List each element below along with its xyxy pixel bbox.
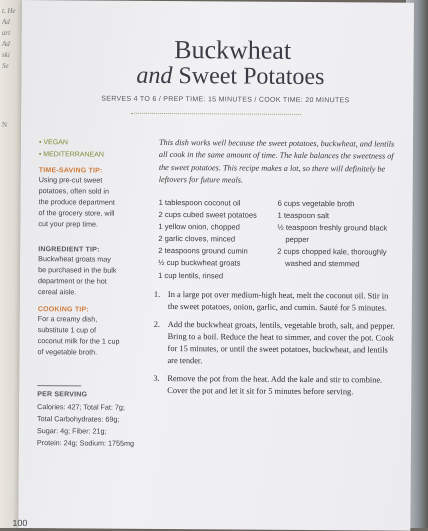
tag-vegan: • VEGAN [38,139,68,147]
ingredient-tip [38,246,120,298]
nutrition-rule [37,385,81,386]
step-text: Add the buckwheat groats, lentils, vegetable broth, salt, and pepper. Bring to a boil. Reduce the heat to simmer, and cover the pot. Cook for 15 minutes, or until the sweet potatoes, buckwheat, and lentils are tender. [167,319,395,366]
ingredient-item: 2 garlic cloves, minced [158,234,236,244]
recipe-title-line2 [21,62,413,92]
ingredient-item: ½ cup buckwheat groats [158,258,241,269]
facing-page-marker: N [2,121,8,129]
recipe-step [153,373,399,399]
nutrition-box [37,391,147,450]
nutrition-line: Calories: 427; Total Fat: 7g; [37,402,125,412]
ingredient-item: 2 cups cubed sweet potatoes [158,210,257,220]
serves-and-times: SERVES 4 TO 6 / PREP TIME: 15 MINUTES / COOK TIME: 20 MINUTES [101,95,350,105]
recipe-steps [153,289,400,404]
tip-text: Using pre-cut sweet potatoes, often sold in the produce department of the grocery store, will cut your prep time. [38,175,115,229]
ingredient-item: 2 teaspoons ground cumin [158,246,248,256]
recipe-intro: This dish works well because the sweet potatoes, buckwheat, and lentils all cook in the same amount of time. The kale balances the sweetness of the sweet potatoes. This recipe makes a lot, so there will definitely be leftovers for future meals. [158,137,395,185]
step-number: 3. [153,373,160,383]
time-saving-tip [38,167,120,230]
ingredient-item: 1 tablespoon coconut oil [158,197,241,208]
ingredient-item: 1 teaspoon salt [277,210,330,221]
ingredients-column-1 [158,197,277,282]
ingredients-column-2 [277,198,406,271]
tip-heading: COOKING TIP: [37,306,89,314]
facing-page-fragment: Ad [2,18,10,26]
step-text: Remove the pot from the heat. Add the kale and stir to combine. Cover the pot and let it sit for 5 minutes before serving. [167,373,383,397]
facing-page-fragment: Se [2,62,9,70]
nutrition-heading: PER SERVING [37,391,88,399]
facing-page-fragment: ski [2,51,10,59]
recipe-title-line1: Buckwheat [174,35,292,65]
tip-heading: TIME-SAVING TIP: [38,167,103,175]
tip-text: For a creamy dish, substitute 1 cup of coconut milk for the 1 cup of vegetable broth. [37,314,120,357]
ingredient-item: 1 yellow onion, chopped [158,222,240,232]
page-number: 100 [12,517,28,529]
ingredient-item: 1 cup lentils, rinsed [158,270,224,280]
facing-page-fragment: art [2,29,11,37]
recipe-page [12,0,414,531]
ingredient-item: 6 cups vegetable broth [277,198,355,209]
step-number: 1. [153,289,161,299]
diet-tags [39,137,104,161]
cooking-tip [38,306,120,358]
nutrition-line: Protein: 24g; Sodium: 1755mg [36,438,135,448]
dotted-divider [131,113,301,115]
tag-mediterranean: • MEDITERRANEAN [38,151,105,159]
tip-heading: INGREDIENT TIP: [38,246,100,254]
step-number: 2. [153,319,161,329]
tip-text: Buckwheat groats may be purchased in the bulk department or the hot cereal aisle. [37,254,117,297]
facing-page-fragment: Ad [2,40,10,48]
nutrition-line: Sugar: 4g; Fiber: 21g; [36,426,107,436]
facing-page-fragment: t. He [2,7,16,15]
recipe-title-and: and [136,62,173,90]
ingredient-item: 2 cups chopped kale, thoroughly washed and stemmed [277,247,387,269]
recipe-step [154,289,400,315]
ingredient-item: ½ teaspoon freshly ground black pepper [277,222,388,245]
recipe-title-rest: Sweet Potatoes [172,63,325,91]
nutrition-line: Total Carbohydrates: 69g; [37,414,120,424]
recipe-step [153,319,399,370]
step-text: In a large pot over medium-high heat, melt the coconut oil. Stir in the sweet potatoes, onion, garlic, and cumin. Sauté for 5 minutes. [167,290,389,313]
